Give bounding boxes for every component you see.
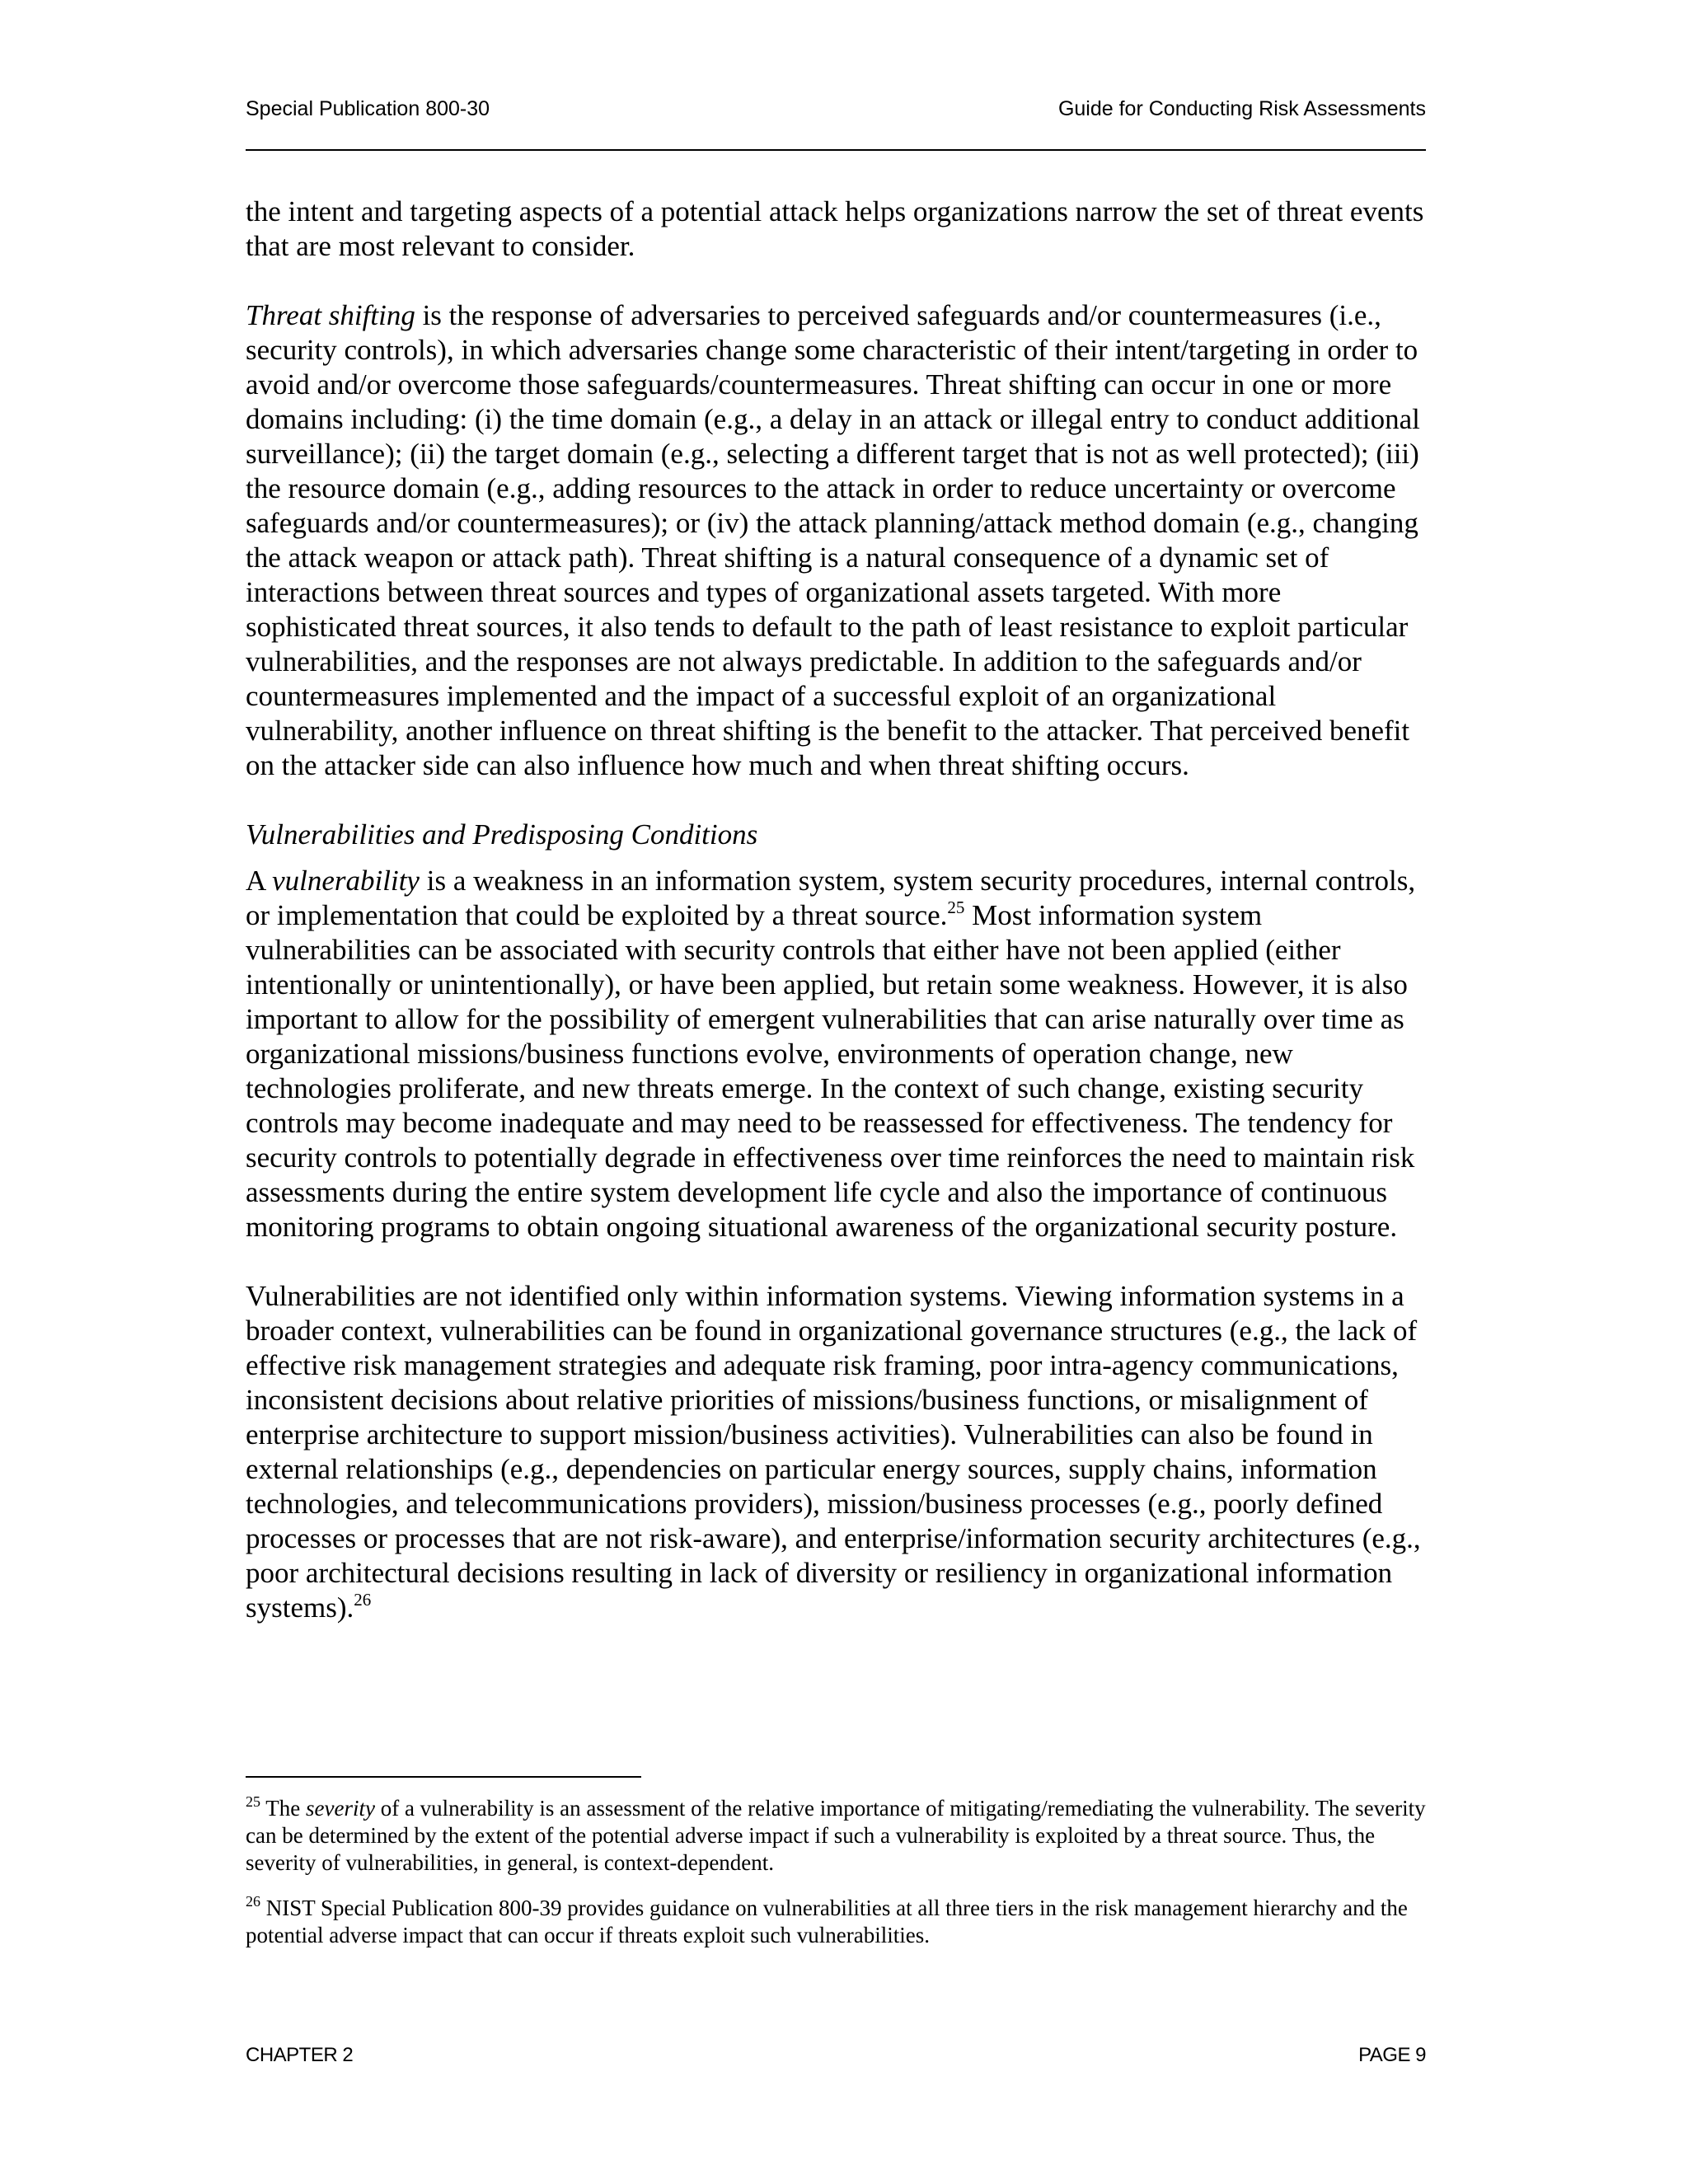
- header-document-title: Guide for Conducting Risk Assessments: [1057, 97, 1426, 120]
- paragraph-intent-targeting: the intent and targeting aspects of a potential attack helps organizations narrow the set of threat events that are most relevant to consider.: [246, 195, 1424, 262]
- section-heading-vulnerabilities: Vulnerabilities and Predisposing Conditions: [246, 818, 758, 851]
- page-body: [246, 194, 1426, 1660]
- footnote-ref-26[interactable]: 26: [354, 1590, 372, 1610]
- header-publication-id: Special Publication 800-30: [246, 97, 490, 120]
- paragraph-vulnerabilities-broader: Vulnerabilities are not identified only within information systems. Viewing information systems in a broader context, vulnerabilities can be found in organizational governance structures (e.g., the lack of effective risk management strategies and adequate risk framing, poor intra-agency communications, inconsistent decisions about relative priorities of missions/business functions, or misalignment of enterprise architecture to support mission/business activities). Vulnerabilities can also be found in external relationships (e.g., dependencies on particular energy sources, supply chains, information technologies, and telecommunications providers), mission/business processes (e.g., poorly defined processes or processes that are not risk-aware), and enterprise/information security architectures (e.g., poor architectural decisions resulting in lack of diversity or resiliency in organizational information systems).$^{26}$: [246, 1280, 1421, 1624]
- term-severity: severity: [306, 1796, 375, 1821]
- footnote-25: $^{25}$ The severity of a vulnerability is an assessment of the relative importance of mitigating/remediating the vulnerability. The severity can be determined by the extent of the potential adverse impact if such a vulnerability is exploited by a threat source. Thus, the severity of vulnerabilities, in general, is context-dependent.: [246, 1793, 1426, 1875]
- paragraph-threat-shifting: Threat shifting is the response of adversaries to perceived safeguards and/or countermeasures (i.e., security controls), in which adversaries change some characteristic of their intent/targeting in order to avoid and/or overcome those safeguards/countermeasures. Threat shifting can occur in one or more domains including: (i) the time domain (e.g., a delay in an attack or illegal entry to conduct additional surveillance); (ii) the target domain (e.g., selecting a different target that is not as well protected); (iii) the resource domain (e.g., adding resources to the attack in order to reduce uncertainty or overcome safeguards and/or countermeasures); or (iv) the attack planning/attack method domain (e.g., changing the attack weapon or attack path). Threat shifting is a natural consequence of a dynamic set of interactions between threat sources and types of organizational assets targeted. With more sophisticated threat sources, it also tends to default to the path of least resistance to exploit particular vulnerabilities, and the responses are not always predictable. In addition to the safeguards and/or countermeasures implemented and the impact of a successful exploit of an organizational vulnerability, another influence on threat shifting is the benefit to the attacker. That perceived benefit on the attacker side can also influence how much and when threat shifting occurs.: [246, 299, 1420, 781]
- term-threat-shifting: Threat shifting: [246, 299, 415, 331]
- header-divider: [246, 149, 1426, 151]
- footnote-divider: [246, 1776, 641, 1778]
- footnotes: [246, 1795, 1426, 1967]
- page-footer: [246, 2044, 1426, 2072]
- paragraph-vulnerability-definition: A vulnerability is a weakness in an information system, system security procedures, internal controls, or implementation that could be exploited by a threat source.$^{25}$ Most information system vulnerabilities can be associated with security controls that either have not been applied (either intentionally or unintentionally), or have been applied, but retain some weakness. However, it is also important to allow for the possibility of emergent vulnerabilities that can arise naturally over time as organizational missions/business functions evolve, environments of operation change, new technologies proliferate, and new threats emerge. In the context of such change, existing security controls may become inadequate and may need to be reassessed for effectiveness. The tendency for security controls to potentially degrade in effectiveness over time reinforces the need to maintain risk assessments during the entire system development life cycle and also the importance of continuous monitoring programs to obtain ongoing situational awareness of the organizational security posture.: [246, 865, 1416, 1243]
- term-vulnerability: vulnerability: [272, 865, 420, 897]
- footnote-number-26: 26: [246, 1893, 260, 1910]
- footer-chapter: CHAPTER 2: [246, 2044, 354, 2066]
- footer-page-number: PAGE 9: [1358, 2044, 1426, 2066]
- footnote-ref-25[interactable]: 25: [947, 898, 965, 917]
- page-header: [246, 97, 1426, 124]
- footnote-number-25: 25: [246, 1793, 260, 1810]
- footnote-26: $^{26}$ NIST Special Publication 800-39 provides guidance on vulnerabilities at all three tiers in the risk management hierarchy and the potential adverse impact that can occur if threats exploit such vulnerabilities.: [246, 1893, 1408, 1947]
